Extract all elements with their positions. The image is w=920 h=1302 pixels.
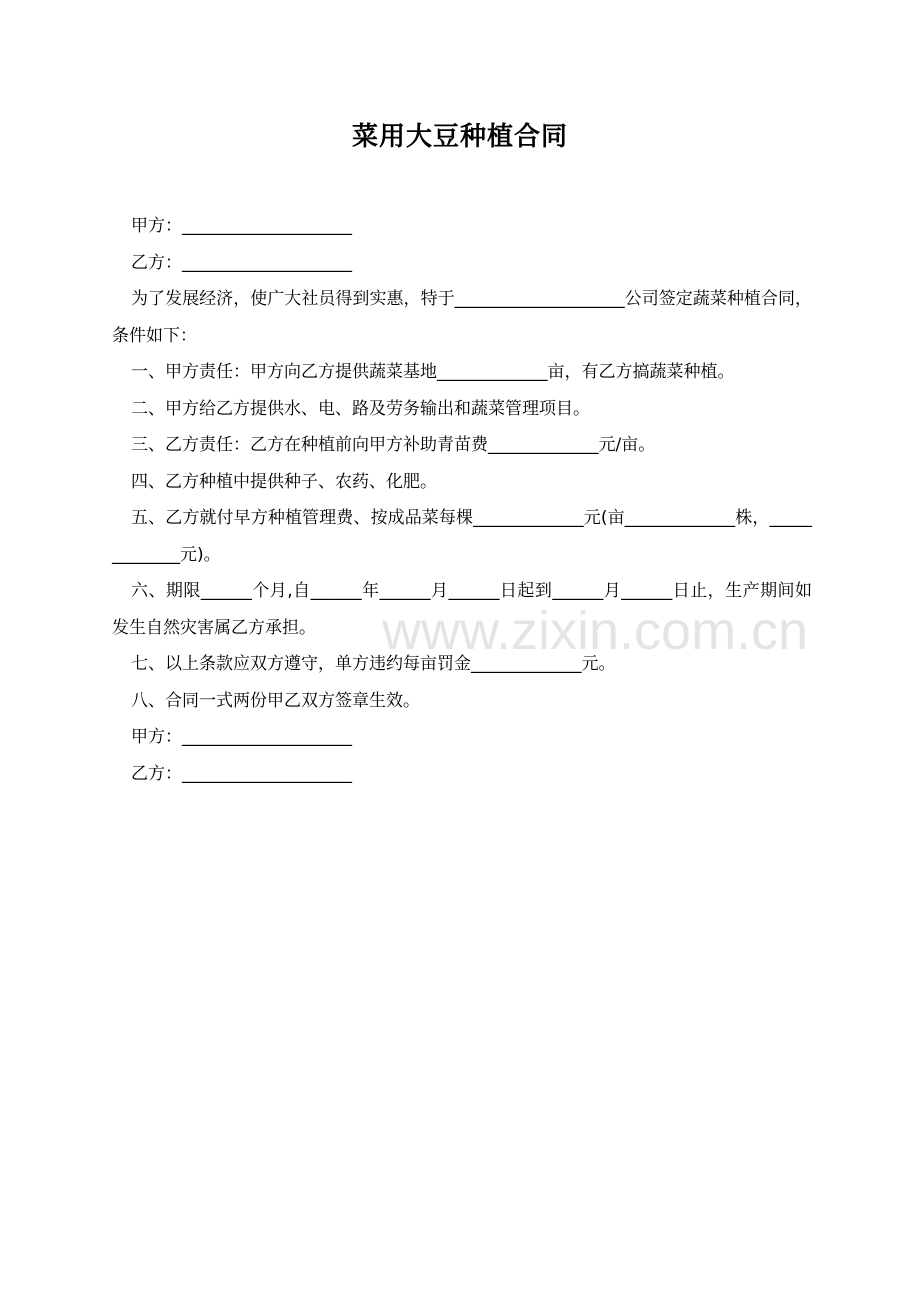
clause-4: 四、乙方种植中提供种子、农药、化肥。 bbox=[131, 471, 437, 492]
clause-8: 八、合同一式两份甲乙双方签章生效。 bbox=[131, 690, 420, 711]
signature-party-a: 甲方：____________________ bbox=[131, 727, 352, 747]
clause-3: 三、乙方责任：乙方在种植前向甲方补助青苗费_____________元/亩。 bbox=[131, 435, 656, 455]
document-body bbox=[112, 208, 812, 792]
clause-2: 二、甲方给乙方提供水、电、路及劳务输出和蔬菜管理项目。 bbox=[131, 398, 590, 419]
clause-7: 七、以上条款应双方遵守，单方违约每亩罚金_____________元。 bbox=[131, 654, 616, 674]
party-a-line: 甲方：____________________ bbox=[131, 216, 352, 236]
party-b-line: 乙方：____________________ bbox=[131, 252, 352, 273]
clause-6: 六、期限______个月,自______年______月______日起到______月______日止，生产期间如发生自然灾害属乙方承担。 bbox=[112, 581, 812, 638]
clause-1: 一、甲方责任：甲方向乙方提供蔬菜基地_____________亩，有乙方搞蔬菜种植。 bbox=[131, 362, 735, 382]
intro-paragraph: 为了发展经济，使广大社员得到实惠，特于____________________公司签定蔬菜种植合同，条件如下： bbox=[112, 289, 812, 346]
signature-party-b: 乙方：____________________ bbox=[131, 763, 352, 784]
watermark: www.zixin.com.cn bbox=[382, 601, 809, 661]
document-title: 菜用大豆种植合同 bbox=[351, 122, 568, 152]
clause-5: 五、乙方就付早方种植管理费、按成品菜每棵_____________元(亩_____________株，_____________元)。 bbox=[112, 508, 812, 565]
